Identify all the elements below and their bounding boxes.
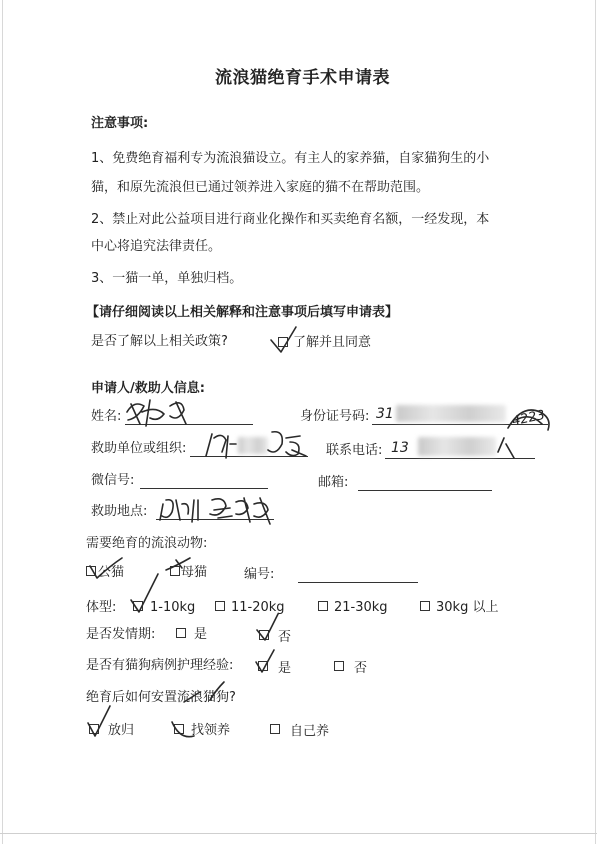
body-type-1-10kg-label: 1-10kg [150,600,196,615]
note-line-3: 2、禁止对此公益项目进行商业化操作和买卖绝育名额，一经发现，本 [91,212,490,227]
placement-question: 绝育后如何安置流浪猫狗? [86,690,236,705]
placement-release-label: 放归 [108,723,135,738]
body-type-label: 体型: [86,600,117,615]
female-cat-label: 母猫 [181,565,208,580]
number-label: 编号: [244,567,275,582]
notes-heading: 注意事项: [91,116,149,131]
location-label: 救助地点: [91,504,148,519]
unit-label: 救助单位或组织: [91,441,187,456]
estrus-yes-label: 是 [194,627,208,642]
instruction-text: 【请仔细阅读以上相关解释和注意事项后填写申请表】 [86,305,399,320]
body-type-21-30kg-label: 21-30kg [334,600,388,615]
placement-release-checkmark [88,706,110,736]
id-scribble [508,407,549,430]
id-value-start: 31 [376,406,394,422]
male-cat-label: 公猫 [98,565,125,580]
male-cat-checkmark [90,558,125,580]
email-label: 邮箱: [318,475,349,490]
note-line-4: 中心将追究法律责任。 [91,239,222,254]
phone-label: 联系电话: [326,443,383,458]
placement-keep-label: 自己养 [290,724,330,739]
body-type-checkmark [131,574,158,612]
policy-agree-label: 了解并且同意 [293,335,372,350]
id-value-end: 4223 [510,407,547,430]
placement-adoption-label: 找领养 [191,723,231,738]
experience-label: 是否有猫狗病例护理经验: [86,658,234,673]
estrus-label: 是否发情期: [86,627,156,642]
policy-checkmark [271,327,296,352]
female-cat-mark [166,558,190,570]
body-type-11-20kg-label: 11-20kg [231,600,285,615]
applicant-heading: 申请人/救助人信息: [91,381,205,396]
name-signature [127,400,186,426]
name-label: 姓名: [91,409,122,424]
phone-scribble [498,438,514,458]
experience-yes-checkmark [256,650,274,672]
unit-handwriting [206,432,306,458]
note-line-2: 猫，和原先流浪但已通过领养进入家庭的猫不在帮助范围。 [91,180,430,195]
form-title: 流浪猫绝育手术申请表 [215,68,390,88]
estrus-no-label: 否 [278,630,292,645]
animal-heading: 需要绝育的流浪动物: [86,536,208,551]
experience-no-label: 否 [354,661,368,676]
note-line-1: 1、免费绝育福利专为流浪猫设立。有主人的家养猫，自家猫狗生的小 [91,151,490,166]
id-label: 身份证号码: [300,409,370,424]
location-handwriting [160,498,270,524]
estrus-no-checkmark [257,614,278,640]
wechat-label: 微信号: [91,473,135,488]
placement-question-mark [210,682,224,700]
body-type-30kg-plus-label: 30kg 以上 [436,600,499,615]
phone-value-start: 13 [391,440,409,456]
policy-question: 是否了解以上相关政策? [91,334,228,349]
placement-adoption-mark [172,692,200,737]
note-line-5: 3、一猫一单，单独归档。 [91,271,243,286]
experience-yes-label: 是 [278,661,292,676]
